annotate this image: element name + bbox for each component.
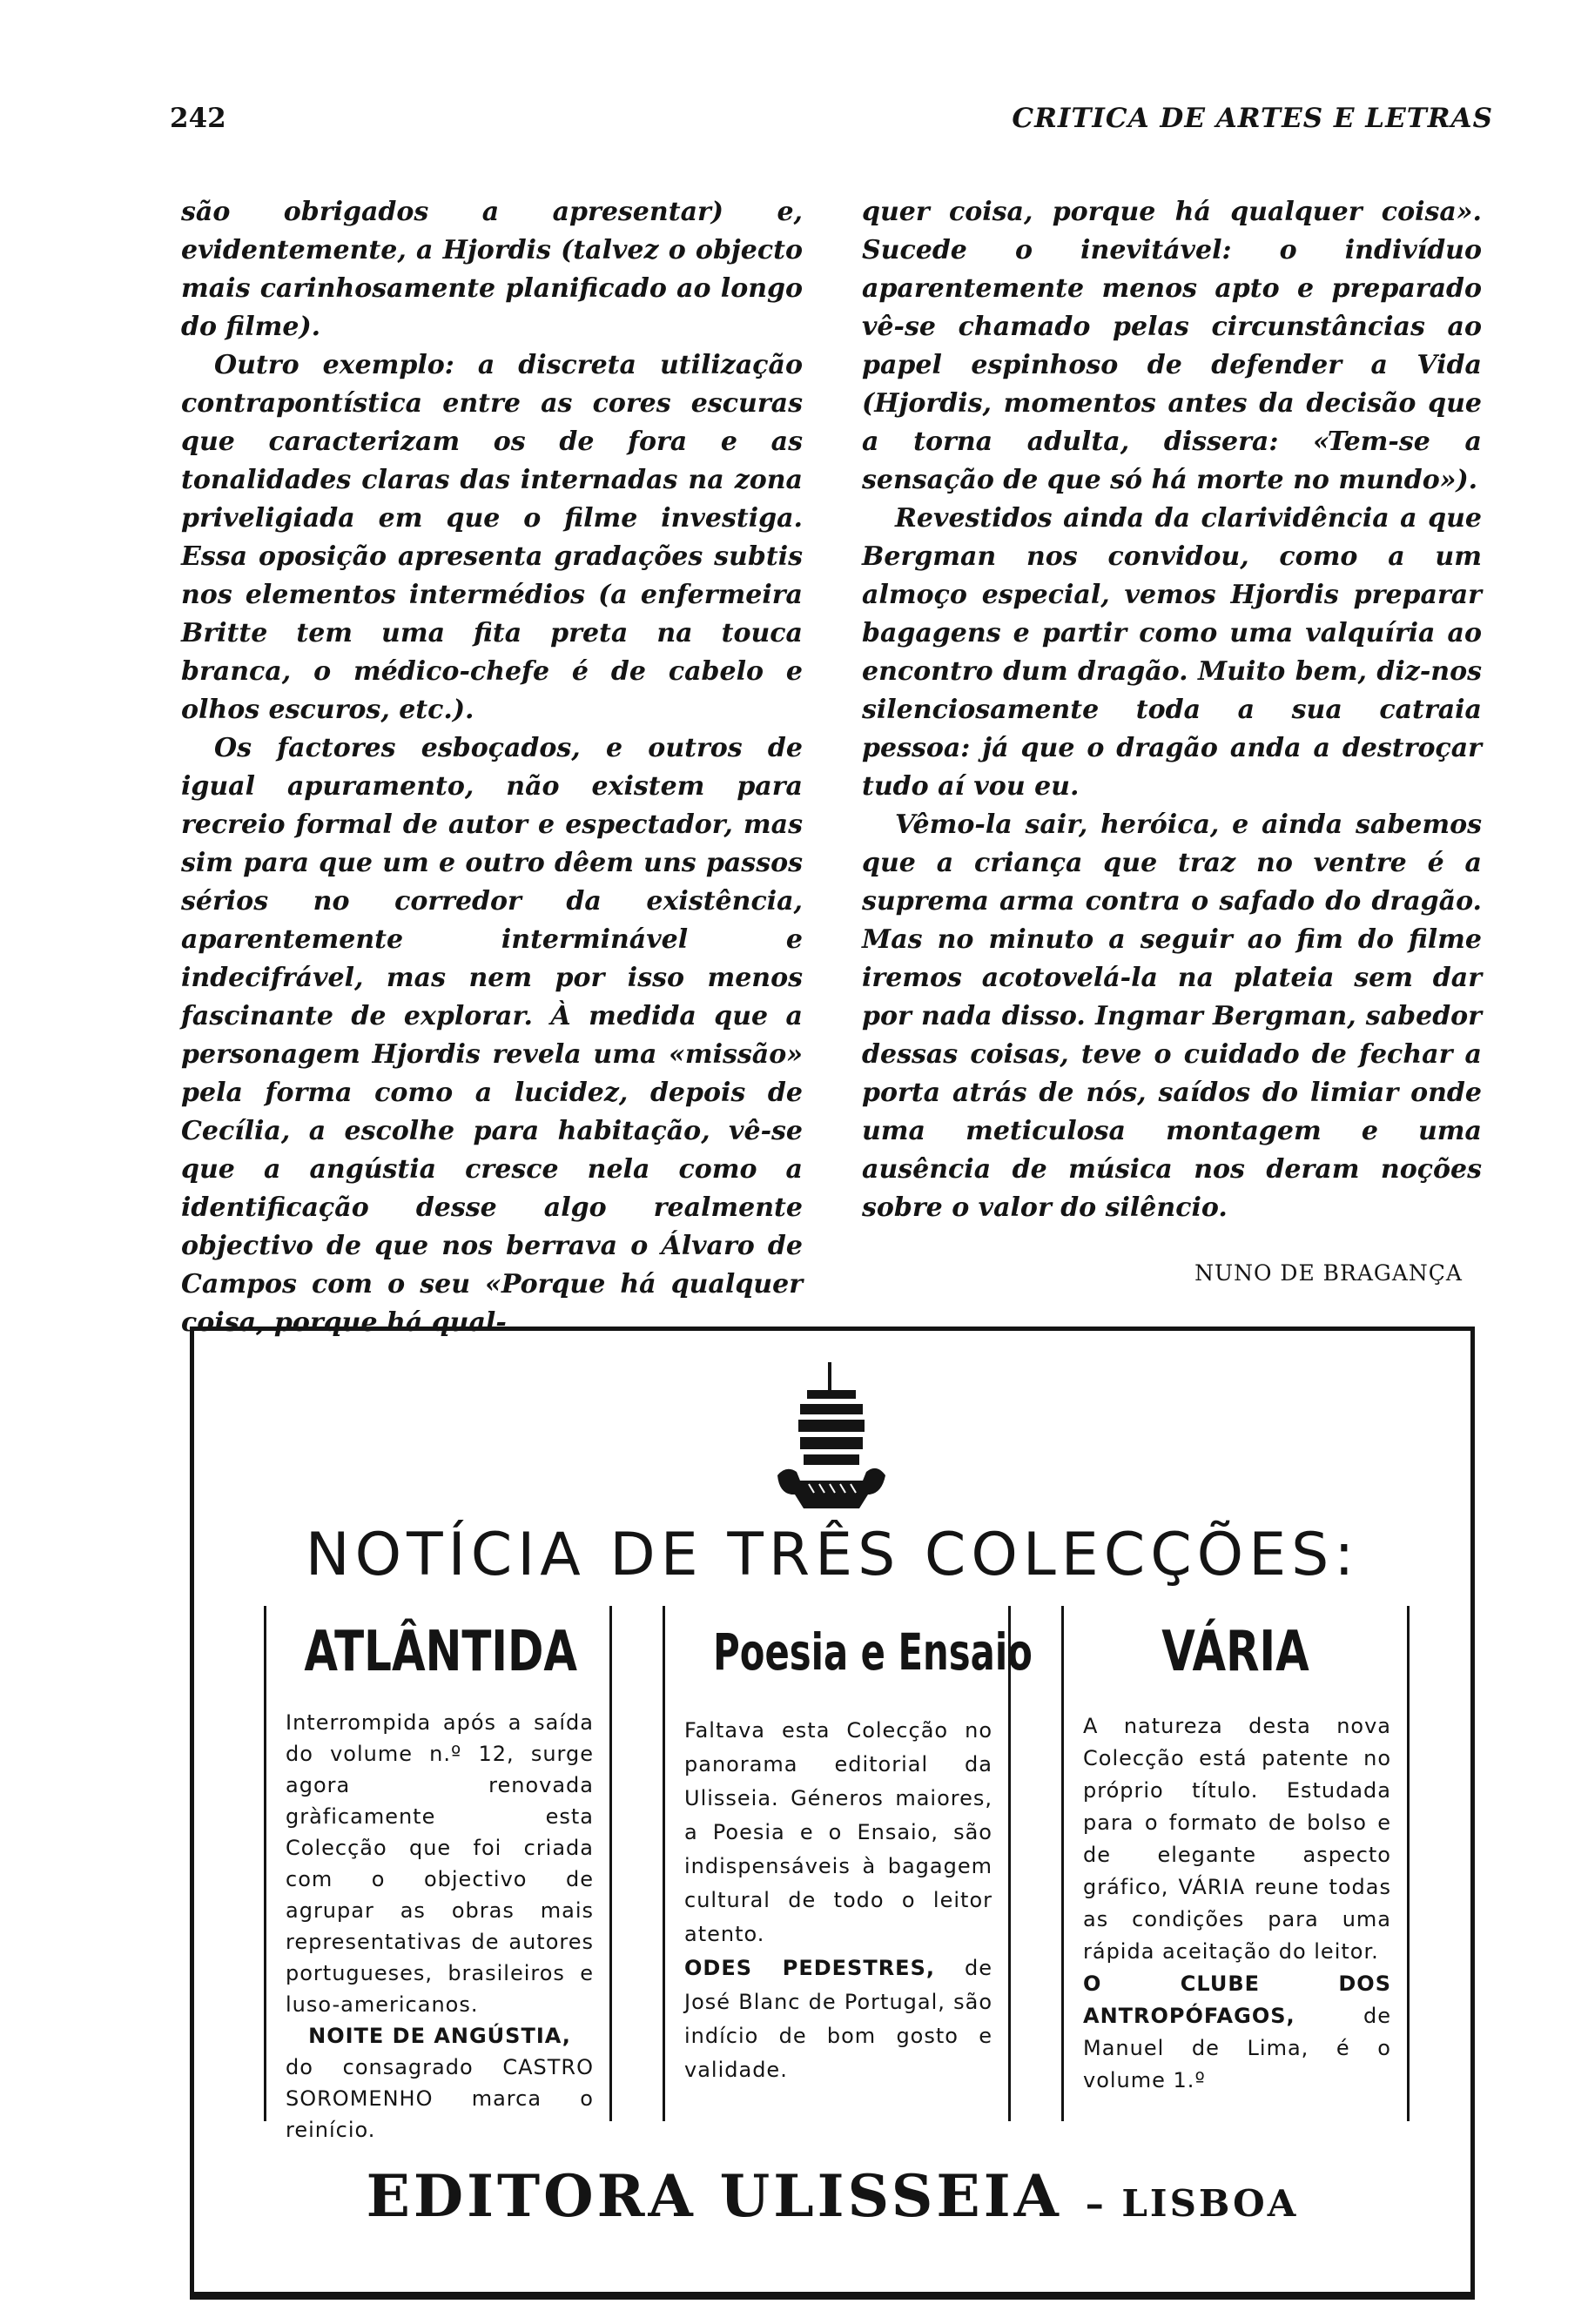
publisher-name [194,2162,1470,2230]
collection-description [286,1707,594,2146]
publisher-city: – LISBOA [1085,2182,1299,2225]
right-paragraph: quer coisa, porque há qualquer coisa». Sucede o inevitável: o indivíduo aparentemente menos apto e preparado vê-se chamado pelas circunstâncias ao papel espinhoso de defender a Vida (Hjordis, momentos antes da decisão que a torna adulta, dissera: «Tem-se a sensação de que só há morte no mundo»). [862,197,1482,495]
page-number: 242 [170,103,226,134]
ad-bottom-rule [194,2292,1470,2295]
highlight-text: do consagrado CASTRO SOROMENHO marca o reinício. [286,2055,594,2142]
collection-box-poesia-ensaio [663,1606,1033,2121]
highlight-text: de José Blanc de Portugal, são indício de bom gosto e validade. [684,1956,992,2082]
right-column [862,193,1482,1227]
running-title: CRITICA DE ARTES E LETRAS [1012,103,1493,134]
right-paragraph: Revestidos ainda da clarividência a que Bergman nos convidou, como a um almoço especial, vemos Hjordis preparar bagagens e partir como uma valquíria ao encontro dum dragão. Muito bem, diz-nos silenciosamente toda a sua catraia pessoa: já que o dragão anda a destroçar tudo aí vou eu. [862,503,1482,802]
left-paragraph: são obrigados a apresentar) e, evidentemente, a Hjordis (talvez o objecto mais carinhosamente planificado ao longo do filme). [181,197,803,342]
left-paragraph: Outro exemplo: a discreta utilização contrapontística entre as cores escuras que caracterizam os de fora e as tonalidades claras das internadas na zona priveligiada em que o filme investiga. Essa oposição apresenta gradações subtis nos elementos intermédios (a enfermeira Britte tem uma fita preta na touca branca, o médico-chefe é de cabelo e olhos escuros, etc.). [181,350,803,725]
collection-box-varia [1061,1606,1410,2121]
author-signature: NUNO DE BRAGANÇA [1194,1260,1463,1286]
collection-title: VÁRIA [1161,1620,1309,1684]
highlight-title: ODES PEDESTRES, [684,1956,935,1980]
collection-paragraph: Faltava esta Colecção no panorama editorial da Ulisseia. Géneros maiores, a Poesia e o Ensaio, são indispensáveis à bagagem cultural de todo o leitor atento. [684,1718,992,1946]
ad-headline: NOTÍCIA DE TRÊS COLECÇÕES: [305,1521,1360,1589]
advertisement [190,1327,1475,2300]
ship-icon [769,1362,891,1519]
collection-title: Poesia e Ensaio [713,1622,1033,1682]
highlight-text: de Manuel de Lima, é o volume 1.º [1083,2004,1391,2092]
right-paragraph: Vêmo-la sair, heróica, e ainda sabemos que a criança que traz no ventre é a suprema arma contra o safado do dragão. Mas no minuto a seguir ao fim do filme iremos acotovelá-la na plateia sem dar por nada disso. Ingmar Bergman, sabedor dessas coisas, teve o cuidado de fechar a porta atrás de nós, saídos do limiar onde uma meticulosa montagem e uma ausência de música nos deram noções sobre o valor do silêncio. [862,809,1482,1223]
collection-paragraph: A natureza desta nova Colecção está patente no próprio título. Estudada para o formato de bolso e de elegante aspecto gráfico, VÁRIA reune todas as condições para uma rápida aceitação do leitor. [1083,1714,1391,1964]
collection-title: ATLÂNTIDA [304,1620,578,1684]
collection-description [1083,1710,1391,2097]
left-paragraph: Os factores esboçados, e outros de igual apuramento, não existem para recreio formal de autor e espectador, mas sim para que um e outro dêem uns passos sérios no corredor da existência, aparentemente interminável e indecifrável, mas nem por isso menos fascinante de explorar. À medida que a personagem Hjordis revela uma «missão» pela forma como a lucidez, depois de Cecília, a escolhe para habitação, vê-se que a angústia cresce nela como a identificação desse algo realmente objectivo de que nos berrava o Álvaro de Campos com o seu «Porque há qualquer coisa, porque há qual- [181,733,803,1338]
collection-paragraph: Interrompida após a saída do volume n.º 12, surge agora renovada gràficamente esta Colecção que foi criada com o objectivo de agrupar as obras mais representativas de autores portugueses, brasileiros e luso-americanos. [286,1710,594,2017]
highlight-title: O CLUBE DOS ANTROPÓFAGOS, [1083,1971,1391,2028]
collection-box-atlantida [264,1606,612,2142]
page-header [170,103,1493,138]
collection-description [684,1714,992,2087]
left-column [181,193,803,1342]
highlight-title: NOITE DE ANGÚSTIA, [308,2024,571,2048]
publisher-title: EDITORA ULISSEIA [366,2162,1062,2230]
